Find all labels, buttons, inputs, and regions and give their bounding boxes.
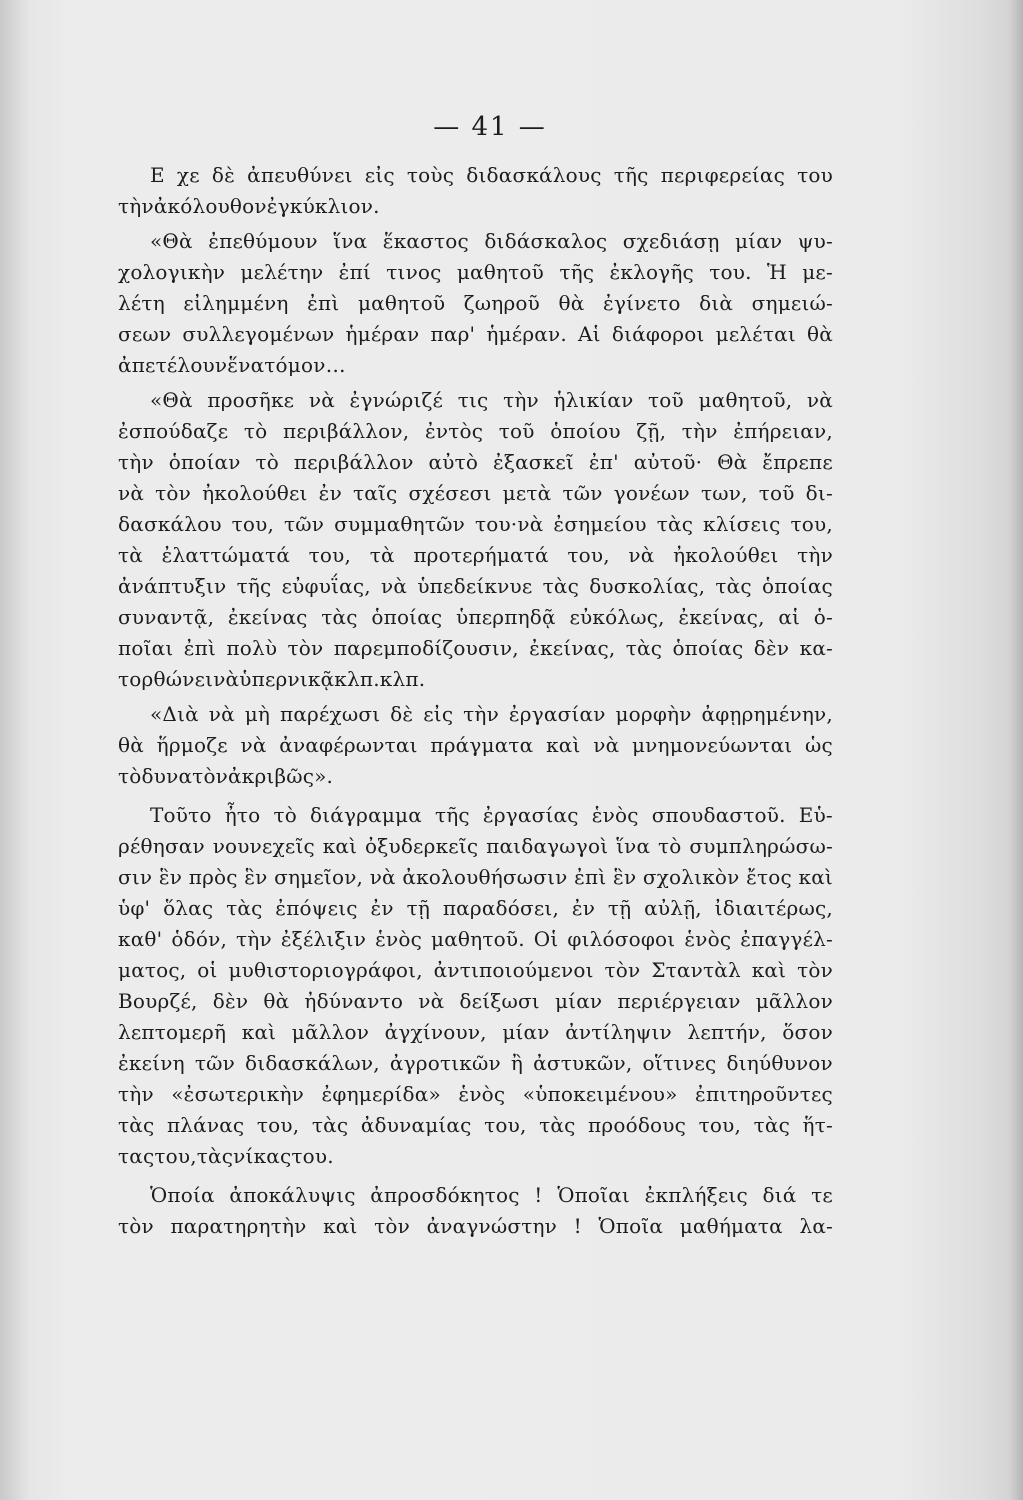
text-line: ποῖαι ἐπὶ πολὺ τὸν παρεμποδίζουσιν, ἐκείνας, τὰς ὁποίας δὲν κα-: [118, 636, 833, 660]
text-line: Βουρζέ, δὲν θὰ ἠδύναντο νὰ δείξωσι μίαν περιέργειαν μᾶλλον: [118, 989, 833, 1013]
text-line: τας του, τὰς νίκας του.: [118, 1144, 334, 1168]
text-line: χολογικὴν μελέτην ἐπί τινος μαθητοῦ τῆς ἐκλογῆς του. Ἡ με-: [118, 260, 833, 284]
text-line: καθ' ὁδόν, τὴν ἐξέλιξιν ἑνὸς μαθητοῦ. Οἱ φιλόσοφοι ἑνὸς ἐπαγγέλ-: [118, 927, 833, 951]
paragraph: [118, 385, 833, 695]
paragraph: [118, 226, 833, 381]
text-line: Ε χε δὲ ἀπευθύνει εἰς τοὺς διδασκάλους τῆς περιφερείας του: [150, 163, 833, 187]
text-line: νὰ τὸν ἠκολούθει ἐν ταῖς σχέσεσι μετὰ τῶν γονέων των, τοῦ δι-: [118, 481, 833, 505]
text-line: Ὁποία ἀποκάλυψις ἀπροσδόκητος ! Ὁποῖαι ἐκπλήξεις διά τε: [150, 1183, 833, 1207]
page-number: — 41 —: [433, 112, 547, 142]
text-line: τὴν ἀκόλουθον ἐγκύκλιον.: [118, 194, 380, 218]
text-line: ὑφ' ὅλας τὰς ἐπόψεις ἐν τῇ παραδόσει, ἐν τῇ αὐλῇ, ἰδιαιτέρως,: [118, 896, 833, 920]
text-line: ἐκείνη τῶν διδασκάλων, ἀγροτικῶν ἢ ἀστυκῶν, οἵτινες διηύθυνον: [118, 1051, 833, 1075]
text-line: τορθώνει νὰ ὑπερνικᾷ κλπ. κλπ.: [118, 667, 426, 691]
text-line: «Θὰ ἐπεθύμουν ἵνα ἕκαστος διδάσκαλος σχεδιάσῃ μίαν ψυ-: [150, 229, 833, 253]
text-line: τὴν ὁποίαν τὸ περιβάλλον αὐτὸ ἐξασκεῖ ἐπ' αὐτοῦ· Θὰ ἔπρεπε: [118, 450, 833, 474]
paragraph: [118, 1180, 833, 1242]
text-line: τὸν παρατηρητὴν καὶ τὸν ἀναγνώστην ! Ὁποῖα μαθήματα λα-: [118, 1214, 833, 1238]
text-line: «Διὰ νὰ μὴ παρέχωσι δὲ εἰς τὴν ἐργασίαν μορφὴν ἀφῃρημένην,: [150, 702, 833, 726]
text-line: «Θὰ προσῆκε νὰ ἐγνώριζέ τις τὴν ἡλικίαν τοῦ μαθητοῦ, νὰ: [150, 388, 833, 412]
text-line: ἀνάπτυξιν τῆς εὐφυΐας, νὰ ὑπεδείκνυε τὰς δυσκολίας, τὰς ὁποίας: [118, 574, 833, 598]
text-line: Τοῦτο ἦτο τὸ διάγραμμα τῆς ἐργασίας ἑνὸς σπουδαστοῦ. Εὑ-: [150, 803, 833, 827]
text-line: σεων συλλεγομένων ἡμέραν παρ' ἡμέραν. Αἱ διάφοροι μελέται θὰ: [118, 322, 833, 346]
text-line: τὸ δυνατὸν ἀκριβῶς».: [118, 764, 334, 788]
text-line: λέτη εἰλημμένη ἐπὶ μαθητοῦ ζωηροῦ θὰ ἐγίνετο διὰ σημειώ-: [118, 291, 833, 315]
text-line: ἀπετέλουν ἕνα τόμον…: [118, 353, 346, 377]
paragraph: [118, 800, 833, 1172]
text-line: ρέθησαν νουνεχεῖς καὶ ὀξυδερκεῖς παιδαγωγοὶ ἵνα τὸ συμπληρώσω-: [118, 834, 833, 858]
paragraph: [118, 160, 833, 222]
text-line: τὰ ἐλαττώματά του, τὰ προτερήματά του, νὰ ἠκολούθει τὴν: [118, 543, 833, 567]
body-text: [118, 160, 833, 1242]
text-line: τὴν «ἐσωτερικὴν ἐφημερίδα» ἑνὸς «ὑποκειμένου» ἐπιτηροῦντες: [118, 1082, 833, 1106]
text-line: δασκάλου του, τῶν συμμαθητῶν του·νὰ ἐσημείου τὰς κλίσεις του,: [118, 512, 833, 536]
text-line: ἐσπούδαζε τὸ περιβάλλον, ἐντὸς τοῦ ὁποίου ζῇ, τὴν ἐπήρειαν,: [118, 419, 833, 443]
paragraph: [118, 699, 833, 792]
text-line: συναντᾷ, ἐκείνας τὰς ὁποίας ὑπερπηδᾷ εὐκόλως, ἐκείνας, αἱ ὁ-: [118, 605, 833, 629]
text-line: σιν ἓν πρὸς ἓν σημεῖον, νὰ ἀκολουθήσωσιν ἐπὶ ἓν σχολικὸν ἔτος καὶ: [118, 865, 833, 889]
text-line: τὰς πλάνας του, τὰς ἀδυναμίας του, τὰς προόδους του, τὰς ἥτ-: [118, 1113, 833, 1137]
text-line: λεπτομερῆ καὶ μᾶλλον ἀγχίνουν, μίαν ἀντίληψιν λεπτήν, ὅσον: [118, 1020, 833, 1044]
text-line: ματος, οἱ μυθιστοριογράφοι, ἀντιποιούμενοι τὸν Σταντὰλ καὶ τὸν: [118, 958, 833, 982]
text-line: θὰ ἥρμοζε νὰ ἀναφέρωνται πράγματα καὶ νὰ μνημονεύωνται ὡς: [118, 733, 833, 757]
